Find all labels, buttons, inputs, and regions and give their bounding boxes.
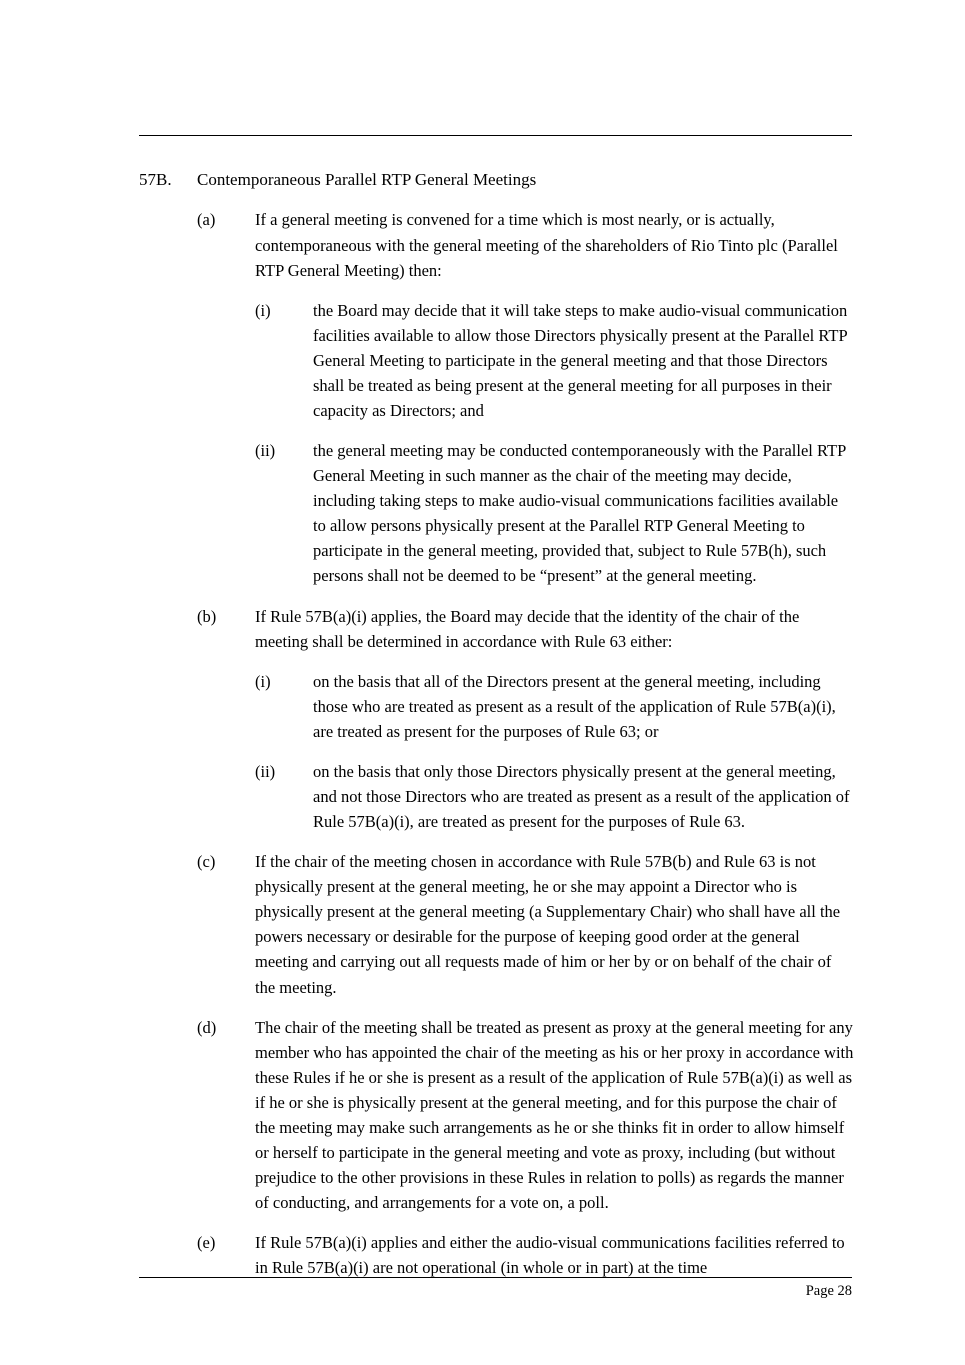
clause-marker: (e) — [197, 1233, 216, 1253]
clause-heading-number: 57B. — [139, 170, 172, 189]
clause-marker: (d) — [197, 1017, 217, 1037]
clause-subitem — [255, 669, 854, 744]
clause-subitem-marker: (i) — [255, 300, 271, 320]
clause-subitem — [255, 759, 854, 834]
clause-item — [197, 849, 854, 999]
document-body — [139, 168, 854, 1294]
clause-heading — [139, 168, 854, 191]
clause-text: If a general meeting is convened for a time which is most nearly, or is actually, contemporaneous with the general meeting of the shareholders of Rio Tinto plc (Parallel RTP General Meeting) then: — [255, 210, 838, 280]
clause-subitem-marker: (i) — [255, 671, 271, 691]
clause-marker: (c) — [197, 852, 216, 872]
clause-item — [197, 207, 854, 282]
clause-subitem — [255, 298, 854, 423]
clause-text: The chair of the meeting shall be treated as present as proxy at the general meeting for any member who has appointed the chair of the meeting as his or her proxy in accordance with these Rules if he or she is present as a result of the application of Rule 57B(a)(i) as well as if he or she is physically present at the general meeting, and for this purpose the chair of the meeting may make such arrangements as he or she thinks fit in order to allow himself or herself to participate in the general meeting and vote as proxy, including (but without prejudice to the other provisions in these Rules in relation to polls) as regards the manner of conducting, and arrangements for a vote on, a poll. — [255, 1017, 854, 1213]
clause-item — [197, 1230, 854, 1280]
clause-sublist — [255, 669, 854, 834]
page-number: Page 28 — [805, 1283, 852, 1299]
clause-subitem-marker: (ii) — [255, 441, 276, 461]
clause-text: If Rule 57B(a)(i) applies and either the audio-visual communications facilities referred to in Rule 57B(a)(i) are not operational (in whole or in part) at the time — [255, 1233, 845, 1278]
clause-subitem-text: on the basis that only those Directors physically present at the general meeting, and not those Directors who are treated as present as a result of the application of Rule 57B(a)(i), are treated as present for the purposes of Rule 63. — [313, 761, 850, 832]
clause-item — [197, 604, 854, 654]
clause-heading-title: Contemporaneous Parallel RTP General Meetings — [197, 170, 537, 189]
footer-divider — [139, 1277, 852, 1278]
clause-item — [197, 1015, 854, 1216]
clause-subitem — [255, 438, 854, 588]
clause-subitem-text: the Board may decide that it will take steps to make audio-visual communication facilities available to allow those Directors physically present at the Parallel RTP General Meeting to participate in the general meeting and that those Directors shall be treated as being present at the general meeting for all purposes in their capacity as Directors; and — [313, 300, 848, 420]
clause-sublist — [255, 298, 854, 589]
clause-text: If Rule 57B(a)(i) applies, the Board may decide that the identity of the chair of the meeting shall be determined in accordance with Rule 63 either: — [255, 606, 800, 651]
clause-marker: (b) — [197, 606, 217, 626]
clause-subitem-text: the general meeting may be conducted contemporaneously with the Parallel RTP General Meeting in such manner as the chair of the meeting may decide, including taking steps to make audio-visual communications facilities available to allow persons physically present at the Parallel RTP General Meeting to participate in the general meeting, provided that, subject to Rule 57B(h), such persons shall not be deemed to be “present” at the general meeting. — [313, 441, 846, 586]
clause-subitem-marker: (ii) — [255, 761, 276, 781]
header-divider — [139, 135, 852, 136]
clause-marker: (a) — [197, 210, 216, 230]
clause-subitem-text: on the basis that all of the Directors present at the general meeting, including those who are treated as present as a result of the application of Rule 57B(a)(i), are treated as present for the purposes of Rule 63; or — [313, 671, 836, 741]
clause-text: If the chair of the meeting chosen in accordance with Rule 57B(b) and Rule 63 is not physically present at the general meeting, he or she may appoint a Director who is physically present at the general meeting (a Supplementary Chair) who shall have all the powers necessary or desirable for the purpose of keeping good order at the general meeting and carrying out all requests made of him or her by or on behalf of the chair of the meeting. — [255, 852, 841, 997]
